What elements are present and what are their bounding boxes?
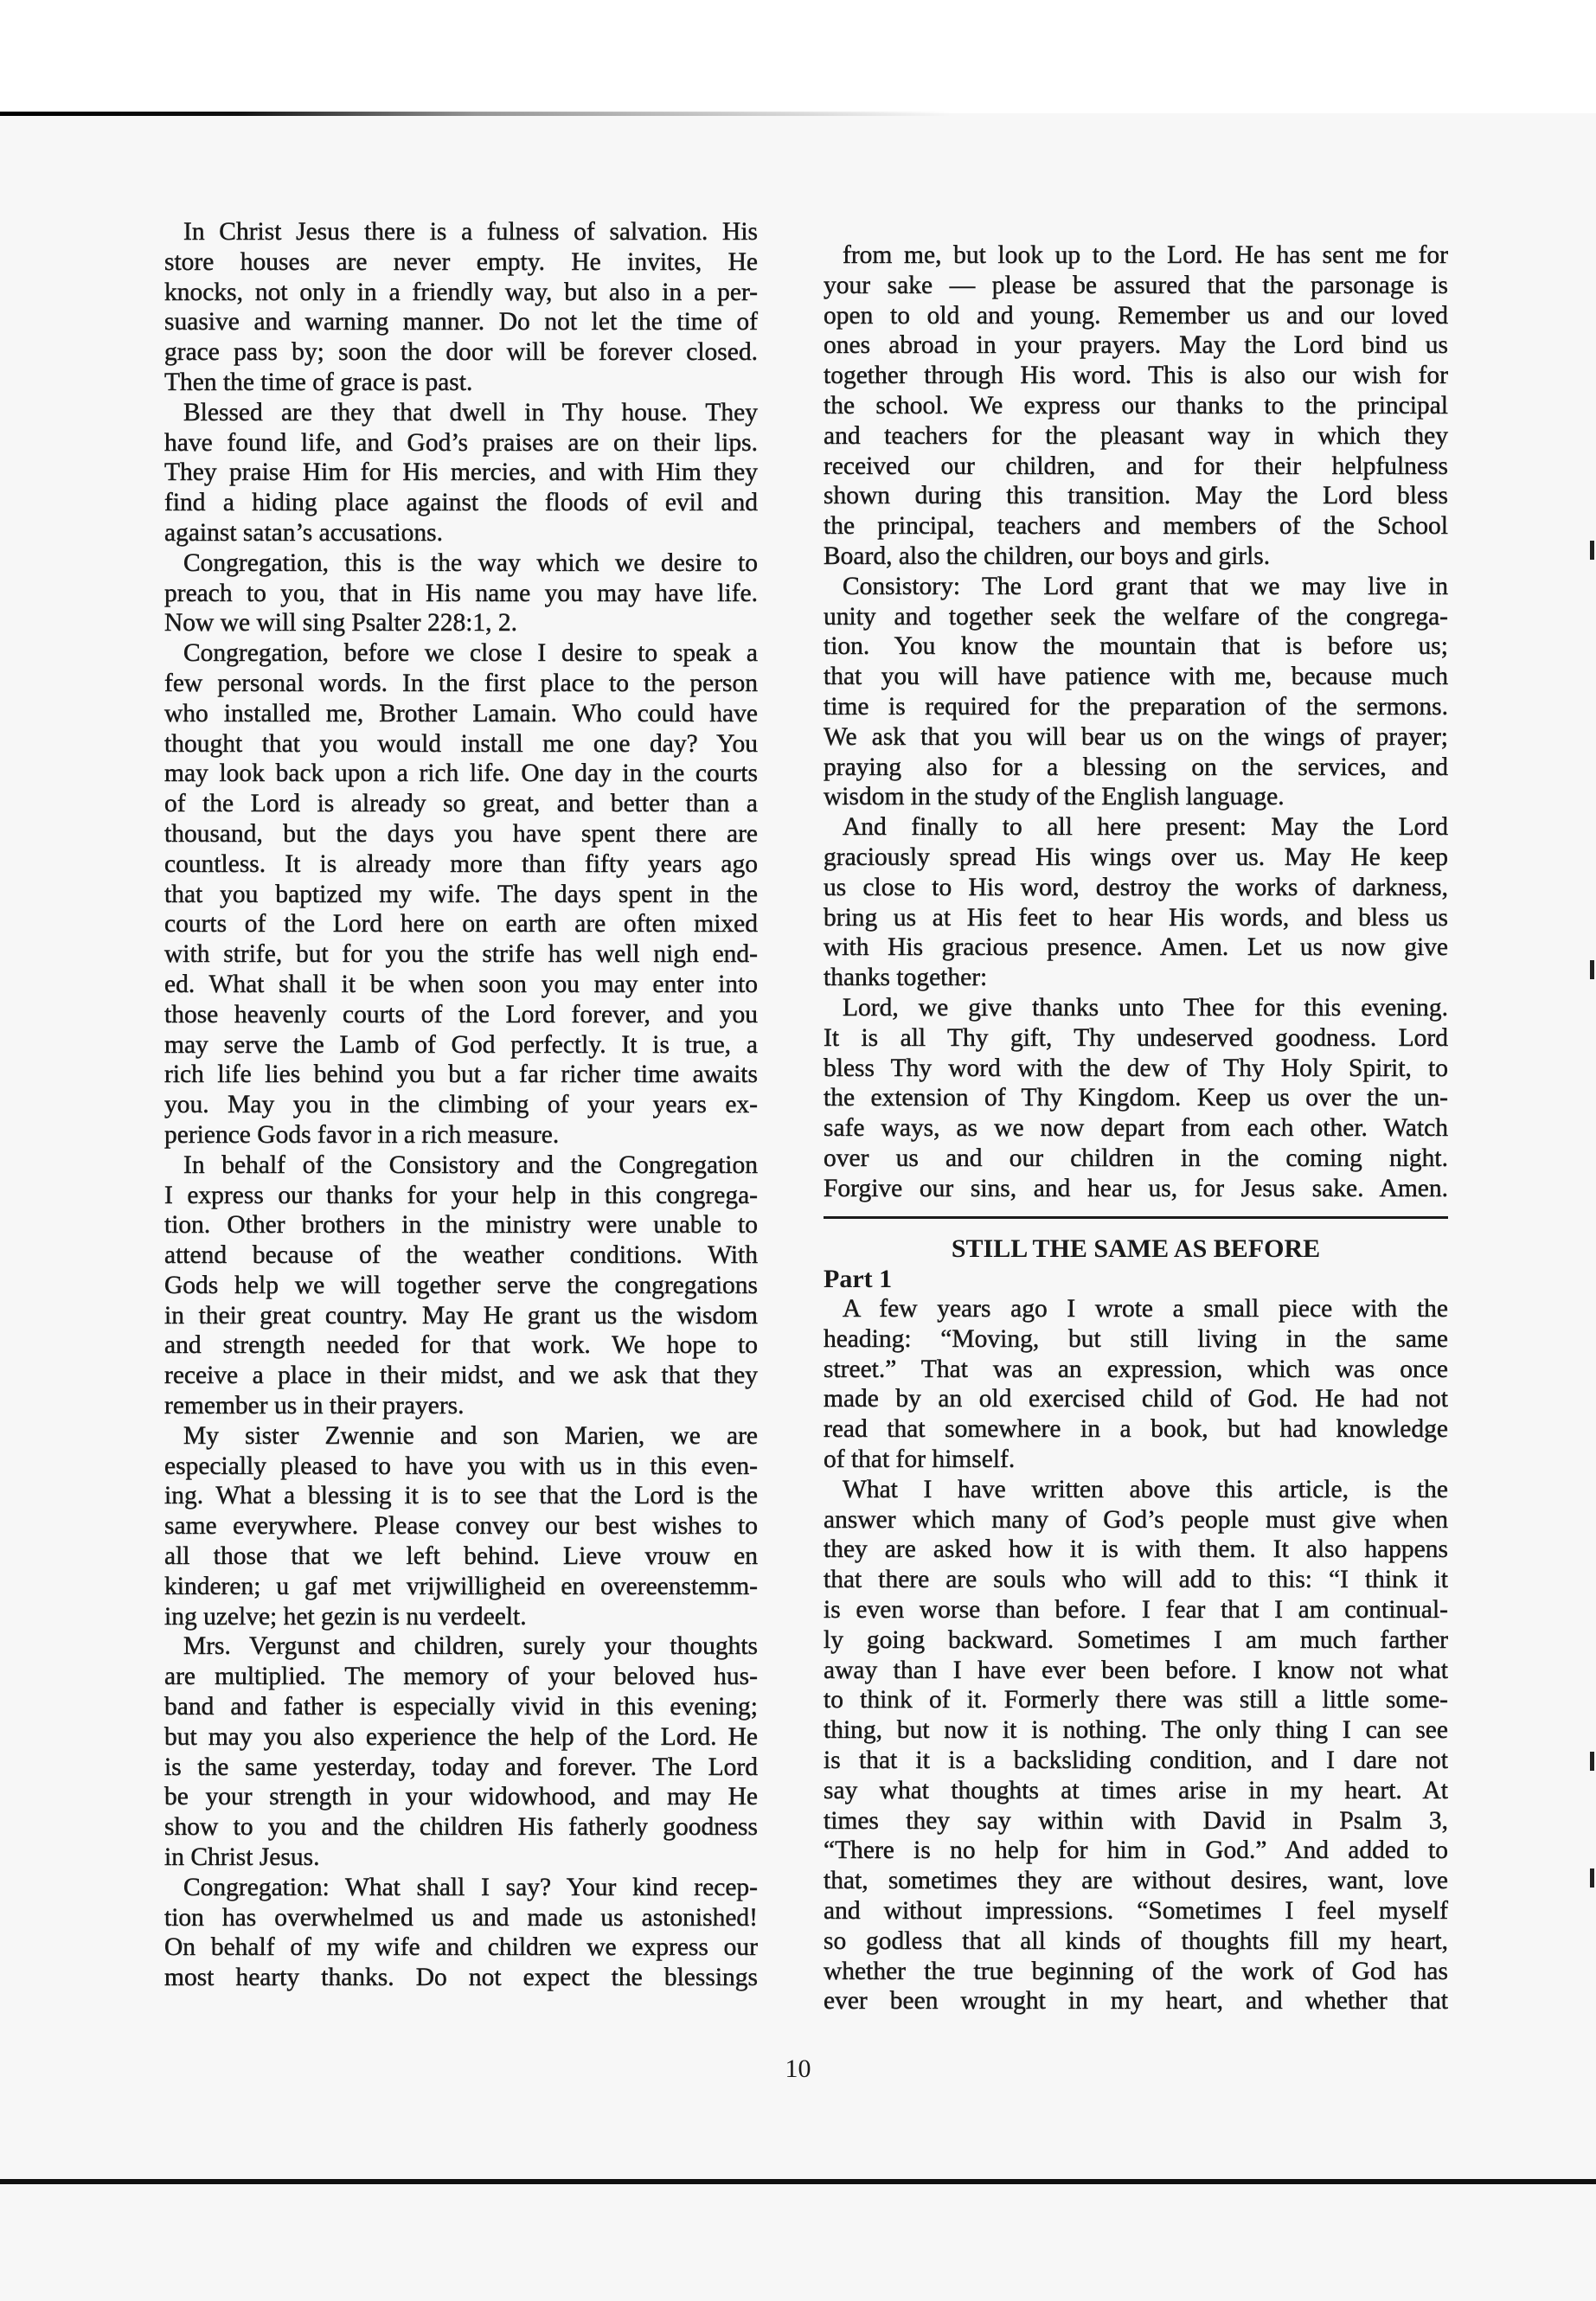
top-edge-rule	[0, 112, 952, 116]
text-line: In Christ Jesus there is a fulness of salvation. His	[183, 218, 758, 246]
text-line: is the same yesterday, today and forever. The Lord	[164, 1753, 758, 1781]
text-line: preach to you, that in His name you may have life.	[164, 579, 758, 607]
text-line: Blessed are they that dwell in Thy house. They	[183, 398, 758, 426]
text-line: so godless that all kinds of thoughts fill my heart,	[824, 1926, 1448, 1955]
text-line: the principal, teachers and members of the School	[824, 512, 1448, 541]
text-line: shown during this transition. May the Lord bless	[824, 482, 1448, 510]
text-line: safe ways, as we now depart from each other. Watch	[824, 1114, 1448, 1143]
text-line: is even worse than before. I fear that I am continual-	[824, 1595, 1448, 1624]
text-line: ones abroad in your prayers. May the Lord bind us	[824, 331, 1448, 360]
text-line: praying also for a blessing on the services, and	[824, 753, 1448, 781]
text-line: in their great country. May He grant us the wisdom	[164, 1301, 758, 1330]
text-line: and without impressions. “Sometimes I feel myself	[824, 1896, 1448, 1925]
scan-edge-mark	[1590, 960, 1594, 979]
paragraph	[164, 217, 758, 398]
text-line: ever been wrought in my heart, and whether that	[824, 1987, 1448, 2016]
text-line: are multiplied. The memory of your beloved hus-	[164, 1663, 758, 1691]
text-line: say what thoughts at times arise in my heart. At	[824, 1776, 1448, 1804]
page-number: 10	[785, 2054, 811, 2083]
text-line: may serve the Lamb of God perfectly. It is true, a	[164, 1030, 758, 1059]
text-line: to think of it. Formerly there was still a little some-	[824, 1686, 1448, 1715]
text-line: made by an old exercised child of God. He had not	[824, 1385, 1448, 1413]
text-line: grace pass by; soon the door will be forever closed.	[164, 338, 758, 367]
text-line: heading: “Moving, but still living in the same	[824, 1324, 1448, 1353]
text-line: wisdom in the study of the English language.	[824, 783, 1285, 811]
text-line: away than I have ever been before. I know not what	[824, 1656, 1448, 1684]
text-line: tion. Other brothers in the ministry were unable to	[164, 1211, 758, 1240]
text-line: your sake — please be assured that the parsonage is	[824, 271, 1448, 299]
text-line: They praise Him for His mercies, and with Him they	[164, 458, 758, 487]
text-line: but may you also experience the help of the Lord. He	[164, 1722, 758, 1751]
text-line: On behalf of my wife and children we express our	[164, 1933, 758, 1962]
text-line: times they say within with David in Psalm 3,	[824, 1806, 1448, 1835]
paragraph	[824, 1294, 1448, 1475]
text-line: Congregation, this is the way which we desire to	[183, 548, 758, 577]
text-line: find a hiding place against the floods of evil and	[164, 489, 758, 517]
text-line: courts of the Lord here on earth are often mixed	[164, 910, 758, 939]
text-line: store houses are never empty. He invites, He	[164, 247, 758, 276]
article-part-label: Part 1	[824, 1265, 893, 1293]
text-line: We ask that you will bear us on the wings of prayer;	[824, 722, 1448, 751]
paragraph	[824, 572, 1448, 812]
text-line: be your strength in your widowhood, and may He	[164, 1783, 758, 1811]
paragraph	[164, 1631, 758, 1872]
text-line: attend because of the weather conditions. With	[164, 1241, 758, 1270]
text-line: whether the true beginning of the work of God has	[824, 1957, 1448, 1985]
paragraph	[824, 993, 1448, 1204]
text-line: Congregation: What shall I say? Your kind recep-	[183, 1873, 758, 1901]
text-line: over us and our children in the coming night.	[824, 1144, 1448, 1172]
text-line: and teachers for the pleasant way in which they	[824, 421, 1448, 450]
text-line: ing uzelve; het gezin is nu verdeelt.	[164, 1602, 527, 1631]
text-line: Congregation, before we close I desire to speak a	[183, 639, 758, 668]
text-line: Board, also the children, our boys and girls.	[824, 542, 1271, 570]
paragraph	[824, 812, 1448, 993]
text-line: unity and together seek the welfare of the congrega-	[824, 602, 1448, 631]
text-line: Consistory: The Lord grant that we may live in	[843, 572, 1448, 600]
text-line: receive a place in their midst, and we ask that they	[164, 1362, 758, 1390]
text-line: countless. It is already more than fifty years ago	[164, 849, 758, 878]
text-line: with His gracious presence. Amen. Let us now give	[824, 933, 1448, 962]
text-line: of the Lord is already so great, and better than a	[164, 790, 758, 818]
text-line: that you baptized my wife. The days spent in the	[164, 880, 758, 908]
text-line: ed. What shall it be when soon you may enter into	[164, 970, 758, 998]
text-line: It is all Thy gift, Thy undeserved goodness. Lord	[824, 1023, 1448, 1052]
text-line: that there are souls who will add to this: “I think it	[824, 1566, 1448, 1594]
text-line: few personal words. In the first place to the person	[164, 669, 758, 697]
section-divider	[824, 1216, 1448, 1219]
text-line: street.” That was an expression, which was once	[824, 1355, 1448, 1383]
text-line: those heavenly courts of the Lord forever, and you	[164, 1000, 758, 1029]
text-line: thought that you would install me one day? You	[164, 729, 758, 758]
article-title: STILL THE SAME AS BEFORE	[951, 1234, 1321, 1263]
article-body	[824, 1294, 1448, 2016]
text-line: What I have written above this article, is the	[843, 1475, 1448, 1503]
text-line: ly going backward. Sometimes I am much farther	[824, 1625, 1448, 1654]
left-column	[164, 217, 758, 1993]
text-line: show to you and the children His fatherly goodness	[164, 1813, 758, 1842]
text-line: open to old and young. Remember us and our loved	[824, 301, 1448, 330]
text-line: band and father is especially vivid in this evening;	[164, 1693, 758, 1721]
paragraph	[164, 1421, 758, 1632]
text-line: together through His word. This is also our wish for	[824, 362, 1448, 390]
text-line: of that for himself.	[824, 1445, 1016, 1473]
text-line: the extension of Thy Kingdom. Keep us over the un-	[824, 1084, 1448, 1112]
text-line: with strife, but for you the strife has well nigh end-	[164, 940, 758, 969]
text-line: is that it is a backsliding condition, and I dare not	[824, 1746, 1448, 1774]
text-line: bless Thy word with the dew of Thy Holy Spirit, to	[824, 1054, 1448, 1082]
text-line: against satan’s accusations.	[164, 518, 443, 547]
scan-edge-mark	[1590, 1752, 1594, 1771]
text-line: knocks, not only in a friendly way, but also in a per-	[164, 278, 758, 306]
text-line: Gods help we will together serve the congregations	[164, 1271, 758, 1299]
paragraph	[164, 638, 758, 1150]
text-line: thing, but now it is nothing. The only thing I can see	[824, 1716, 1448, 1745]
text-line: suasive and warning manner. Do not let the time of	[164, 308, 758, 336]
text-line: that you will have patience with me, because much	[824, 663, 1448, 691]
text-line: they are asked how it is with them. It also happens	[824, 1535, 1448, 1564]
text-line: tion has overwhelmed us and made us astonished!	[164, 1903, 758, 1932]
bottom-edge-rule	[0, 2179, 1596, 2184]
text-line: bring us at His feet to hear His words, and bless us	[824, 903, 1448, 932]
text-line: perience Gods favor in a rich measure.	[164, 1120, 560, 1149]
text-line: remember us in their prayers.	[164, 1392, 465, 1420]
text-line: and strength needed for that work. We hope to	[164, 1331, 758, 1360]
text-line: have found life, and God’s praises are on their lips.	[164, 428, 758, 457]
text-line: Then the time of grace is past.	[164, 368, 473, 396]
text-line: In behalf of the Consistory and the Congregation	[183, 1150, 758, 1179]
text-line: time is required for the preparation of the sermons.	[824, 692, 1448, 721]
paragraph	[164, 1873, 758, 1993]
text-line: thousand, but the days you have spent there are	[164, 819, 758, 848]
text-line: most hearty thanks. Do not expect the blessings	[164, 1964, 758, 1992]
text-line: read that somewhere in a book, but had knowledge	[824, 1415, 1448, 1444]
text-line: kinderen; u gaf met vrijwilligheid en overeenstemm-	[164, 1572, 758, 1600]
paragraph	[164, 1150, 758, 1421]
text-line: Now we will sing Psalter 228:1, 2.	[164, 609, 518, 638]
text-line: And finally to all here present: May the Lord	[843, 813, 1448, 842]
text-line: the school. We express our thanks to the principal	[824, 391, 1448, 420]
text-line: thanks together:	[824, 964, 988, 992]
text-line: answer which many of God’s people must give when	[824, 1505, 1448, 1534]
text-line: I express our thanks for your help in this congrega-	[164, 1181, 758, 1209]
text-line: you. May you in the climbing of your years ex-	[164, 1091, 758, 1119]
text-line: us close to His word, destroy the works of darkness,	[824, 873, 1448, 901]
text-line: in Christ Jesus.	[164, 1843, 320, 1872]
text-line: received our children, and for their helpfulness	[824, 452, 1448, 480]
text-line: may look back upon a rich life. One day in the courts	[164, 760, 758, 788]
text-line: from me, but look up to the Lord. He has sent me for	[843, 241, 1448, 269]
text-line: Mrs. Vergunst and children, surely your thoughts	[183, 1632, 758, 1661]
text-line: My sister Zwennie and son Marien, we are	[183, 1421, 758, 1450]
text-line: especially pleased to have you with us in this even-	[164, 1452, 758, 1480]
paragraph	[824, 1475, 1448, 2016]
right-column	[824, 240, 1448, 1204]
paragraph	[164, 398, 758, 548]
text-line: all those that we left behind. Lieve vrouw en	[164, 1542, 758, 1571]
text-line: that, sometimes they are without desires, want, love	[824, 1867, 1448, 1895]
paragraph	[164, 548, 758, 638]
text-line: A few years ago I wrote a small piece with the	[843, 1295, 1448, 1323]
paragraph	[824, 240, 1448, 572]
text-line: Lord, we give thanks unto Thee for this evening.	[843, 993, 1448, 1022]
text-line: tion. You know the mountain that is before us;	[824, 632, 1448, 661]
text-line: graciously spread His wings over us. May He keep	[824, 843, 1448, 871]
text-line: who installed me, Brother Lamain. Who could have	[164, 699, 758, 727]
text-line: same everywhere. Please convey our best wishes to	[164, 1512, 758, 1541]
scan-edge-mark	[1590, 541, 1594, 560]
text-line: ing. What a blessing it is to see that the Lord is the	[164, 1482, 758, 1510]
text-line: Forgive our sins, and hear us, for Jesus sake. Amen.	[824, 1174, 1448, 1202]
scan-edge-mark	[1590, 1868, 1594, 1888]
text-line: “There is no help for him in God.” And added to	[824, 1836, 1448, 1865]
text-line: rich life lies behind you but a far richer time awaits	[164, 1061, 758, 1089]
